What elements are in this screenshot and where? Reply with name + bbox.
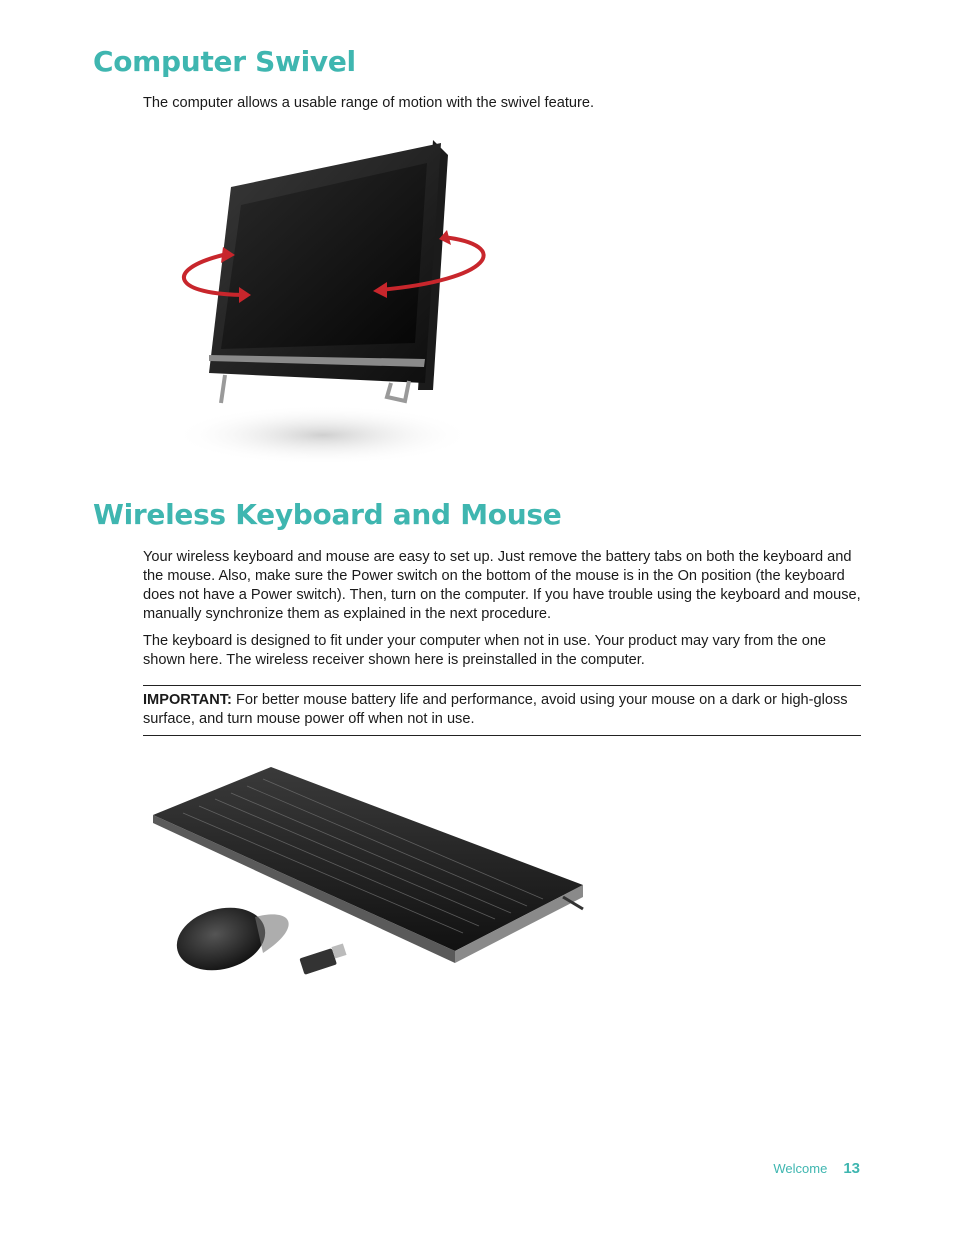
usb-receiver <box>299 948 337 975</box>
keyboard-setup-paragraph: Your wireless keyboard and mouse are easy to set up. Just remove the battery tabs on both the keyboard and the mouse. Also, make sure the Power switch on the bottom of the mouse is in the On position (the keyboard does not have a Power switch). Then, turn on the computer. If you have trouble using the keyboard and mouse, manually synchronize them as explained in the next procedure. <box>143 549 861 622</box>
keyboard-storage-paragraph: The keyboard is designed to fit under your computer when not in use. Your product may vary from the one shown here. The wireless receiver shown here is preinstalled in the computer. <box>143 633 827 668</box>
page-footer <box>773 1160 860 1177</box>
important-text: For better mouse battery life and performance, avoid using your mouse on a dark or high-gloss surface, and turn mouse power off when not in use. <box>143 692 848 727</box>
section-heading-computer-swivel: Computer Swivel <box>93 45 356 78</box>
computer-swivel-image <box>143 135 507 470</box>
important-note <box>143 685 861 736</box>
swivel-description: The computer allows a usable range of motion with the swivel feature. <box>143 95 595 111</box>
important-label: IMPORTANT: <box>143 692 232 708</box>
page-number: 13 <box>843 1160 860 1177</box>
keyboard-mouse-image <box>143 757 593 985</box>
section-heading-wireless-keyboard-mouse: Wireless Keyboard and Mouse <box>93 498 562 531</box>
important-note-text <box>143 686 861 729</box>
mouse <box>170 898 272 979</box>
footer-section-name: Welcome <box>773 1161 828 1176</box>
